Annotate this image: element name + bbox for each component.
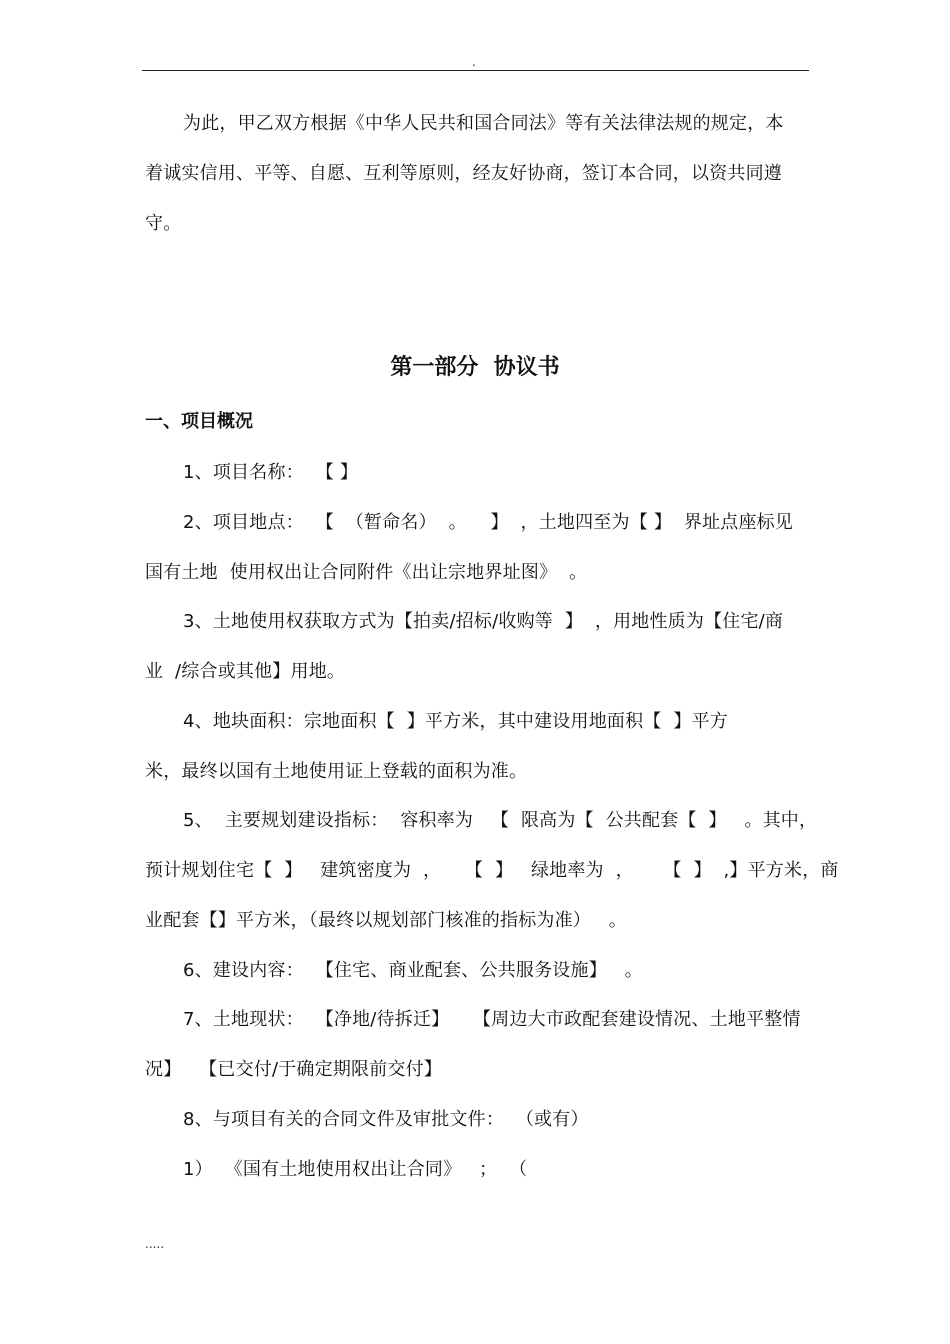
- item-planning-indicators-line-2: 预计规划住宅【 】 建筑密度为 ， 【 】 绿地率为 ， 【 】 ,】平方米，商: [145, 860, 839, 881]
- part-title: 第一部分 协议书: [390, 355, 560, 380]
- header-dot: .: [472, 55, 476, 69]
- header-rule: [142, 70, 809, 71]
- item-project-location-line-2: 国有土地 使用权出让合同附件《出让宗地界址图》 。: [145, 562, 588, 583]
- intro-line-2: 着诚实信用、平等、自愿、互利等原则，经友好协商，签订本合同，以资共同遵: [145, 163, 782, 184]
- item-related-documents: 8、与项目有关的合同文件及审批文件： （或有）: [183, 1109, 589, 1130]
- item-land-acquisition-line-2: 业 /综合或其他】用地。: [145, 661, 346, 682]
- item-land-status-line-1: 7、土地现状： 【净地/待拆迁】 【周边大市政配套建设情况、土地平整情: [183, 1009, 801, 1030]
- intro-line-3: 守。: [145, 213, 182, 234]
- item-land-area-line-2: 米，最终以国有土地使用证上登载的面积为准。: [145, 761, 528, 782]
- item-planning-indicators-line-1: 5、 主要规划建设指标： 容积率为 【 限高为【 公共配套【 】 。其中，: [183, 810, 818, 831]
- item-project-location-line-1: 2、项目地点： 【 （暂命名） 。 】 ，土地四至为【 】 界址点座标见: [183, 512, 794, 533]
- footer-dots: .....: [145, 1237, 165, 1251]
- item-planning-indicators-line-3: 业配套【】平方米，（最终以规划部门核准的指标为准） 。: [145, 910, 627, 931]
- item-land-area-line-1: 4、地块面积：宗地面积【 】平方米，其中建设用地面积【 】平方: [183, 711, 728, 732]
- sub-item-land-contract: 1） 《国有土地使用权出让合同》 ； （: [183, 1159, 528, 1180]
- item-land-status-line-2: 况】 【已交付/于确定期限前交付】: [145, 1059, 443, 1080]
- item-construction-content: 6、建设内容： 【住宅、商业配套、公共服务设施】 。: [183, 960, 643, 981]
- section-heading: 一、项目概况: [145, 411, 253, 432]
- item-land-acquisition-line-1: 3、土地使用权获取方式为【拍卖/招标/收购等 】 ，用地性质为【住宅/商: [183, 611, 784, 632]
- intro-line-1: 为此，甲乙双方根据《中华人民共和国合同法》等有关法律法规的规定，本: [183, 113, 784, 134]
- item-project-name: 1、项目名称： 【 】: [183, 462, 359, 483]
